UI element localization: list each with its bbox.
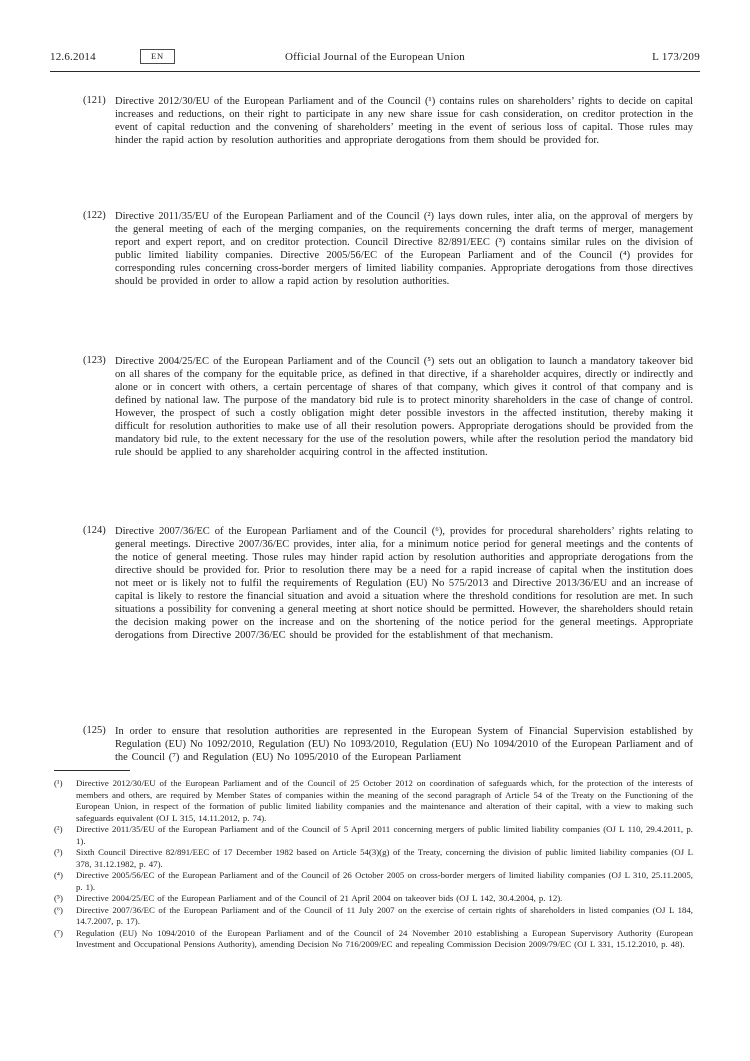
recital-121 [50,95,700,147]
page-header [50,49,700,67]
recital-123 [50,355,700,459]
recital-124 [50,525,700,642]
footnote-2 [50,824,693,847]
footnote-1 [50,778,693,824]
recital-number: (124) [83,525,106,536]
footnote-marker: (¹) [54,778,63,788]
footnote-marker: (⁴) [54,870,63,880]
footnotes-list [50,778,700,951]
footnote-separator-rule [54,770,130,771]
recital-text: In order to ensure that resolution authorities are represented in the European System of Financial Supervision established by Regulation (EU) No 1092/2010, Regulation (EU) No 1093/2010, Regulation (EU) No 1094/2010 of the European Parliament and of the Council (⁷) and Regulation (EU) No 1095/2010 of the European Parliament [115,726,693,763]
recital-number: (125) [83,725,106,736]
header-rule [50,71,700,72]
recital-number: (122) [83,210,106,221]
recital-number: (123) [83,355,106,366]
footnote-marker: (⁵) [54,893,63,903]
footnotes-section [50,770,700,951]
footnote-text: Directive 2012/30/EU of the European Parliament and of the Council of 25 October 2012 on coordination of safeguards which, for the protection of the interests of members and others, are required by Member States of companies within the meaning of the second paragraph of Article 54 of the Treaty on the Functioning of the European Union, in respect of the formation of public limited liability companies and the maintenance and alteration of their capital, with a view to making such safeguards equivalent (OJ L 315, 14.11.2012, p. 74). [76,778,693,823]
footnote-4 [50,870,693,893]
footnote-text: Regulation (EU) No 1094/2010 of the European Parliament and of the Council of 24 November 2010 establishing a European Supervisory Authority (European Investment and Occupational Pensions Authority), amending Decision No 716/2009/EC and repealing Commission Decision 2009/79/EC (OJ L 331, 15.12.2010, p. 48). [76,927,693,949]
footnote-text: Directive 2005/56/EC of the European Parliament and of the Council of 26 October 2005 on cross-border mergers of limited liability companies (OJ L 310, 25.11.2005, p. 1). [76,870,693,892]
footnote-marker: (⁶) [54,904,63,915]
footnote-7 [50,928,693,951]
footnote-5 [50,893,693,905]
recital-text: Directive 2011/35/EU of the European Parliament and of the Council (²) lays down rules, inter alia, on the approval of mergers by the general meeting of each of the merging companies, on the requirements concerning the draft terms of merger, management report and expert report, and on creditor protection. Council Directive 82/891/EEC (³) contains similar rules on the division of public limited liability companies. Directive 2005/56/EC of the European Parliament and of the Council (⁴) provides for corresponding rules concerning cross-border mergers of limited liability companies. Appropriate derogations from those directives should be provided in order to allow a rapid action by resolution authorities. [115,211,693,287]
footnote-text: Directive 2004/25/EC of the European Parliament and of the Council of 21 April 2004 on takeover bids (OJ L 142, 30.4.2004, p. 12). [76,893,563,903]
footnote-marker: (²) [54,824,63,834]
page-reference: L 173/209 [652,51,700,63]
recital-text: Directive 2007/36/EC of the European Parliament and of the Council (⁶), provides for procedural shareholders’ rights relating to general meetings. Directive 2007/36/EC provides, inter alia, for a minimum notice period for general meetings and the contents of the notice of general meeting. Those rules may hinder rapid action by resolution authorities and appropriate derogations from the directive should be provided for. Prior to resolution there may be a need for a rapid increase of capital when the institution does not meet or is likely not to fulfil the requirements of Regulation (EU) No 575/2013 and Directive 2013/36/EU and an increase of capital is likely to restore the financial situation and avoid a situation where the threshold conditions for resolution are met. In such situations a possibility for convening a general meeting at short notice should be permitted. However, the shareholders should retain the decision making power on the increase and on the shortening of the notice period for the general meetings. Appropriate derogations from Directive 2007/36/EC should be provided for the establishment of that mechanism. [115,526,693,641]
recital-number: (121) [83,95,106,106]
recital-125 [50,725,700,764]
recital-text: Directive 2004/25/EC of the European Parliament and of the Council (⁵) sets out an obligation to launch a mandatory takeover bid on all shares of the company for the equitable price, as defined in that directive, if a shareholder acquires, directly or indirectly and alone or in concert with others, a certain percentage of shares of that company, which gives it control of that company and is defined by national law. The purpose of the mandatory bid rule is to protect minority shareholders in the case of change of control. However, the prospect of such a costly obligation might deter possible investors in the affected institution, thereby making it difficult for resolution authorities to make use of all their resolution powers. Appropriate derogations should be provided from the mandatory bid rule, to the extent necessary for the use of the resolution powers, while after the resolution period the mandatory bid rule should be applied to any shareholder acquiring control in the affected institution. [115,356,693,458]
footnote-text: Directive 2011/35/EU of the European Parliament and of the Council of 5 April 2011 concerning mergers of public limited liability companies (OJ L 110, 29.4.2011, p. 1). [76,824,693,846]
publication-date: 12.6.2014 [50,51,96,63]
footnote-6 [50,905,693,928]
recital-122 [50,210,700,288]
language-code-box: EN [140,49,175,64]
footnote-text: Directive 2007/36/EC of the European Parliament and of the Council of 11 July 2007 on the exercise of certain rights of shareholders in listed companies (OJ L 184, 14.7.2007, p. 17). [76,904,693,926]
footnote-3 [50,847,693,870]
footnote-marker: (³) [54,847,63,857]
footnote-marker: (⁷) [54,927,63,938]
footnote-text: Sixth Council Directive 82/891/EEC of 17 December 1982 based on Article 54(3)(g) of the Treaty, concerning the division of public limited liability companies (OJ L 378, 31.12.1982, p. 47). [76,847,693,869]
journal-title: Official Journal of the European Union [285,51,465,63]
recital-text: Directive 2012/30/EU of the European Parliament and of the Council (¹) contains rules on shareholders’ rights to decide on capital increases and reductions, on their right to participate in any new share issue for cash consideration, on creditor protection in the event of capital reduction and the convening of shareholders’ meeting in the event of serious loss of capital. Those rules may hinder the rapid action by resolution authorities and appropriate derogations from them should be provided for. [115,96,693,146]
